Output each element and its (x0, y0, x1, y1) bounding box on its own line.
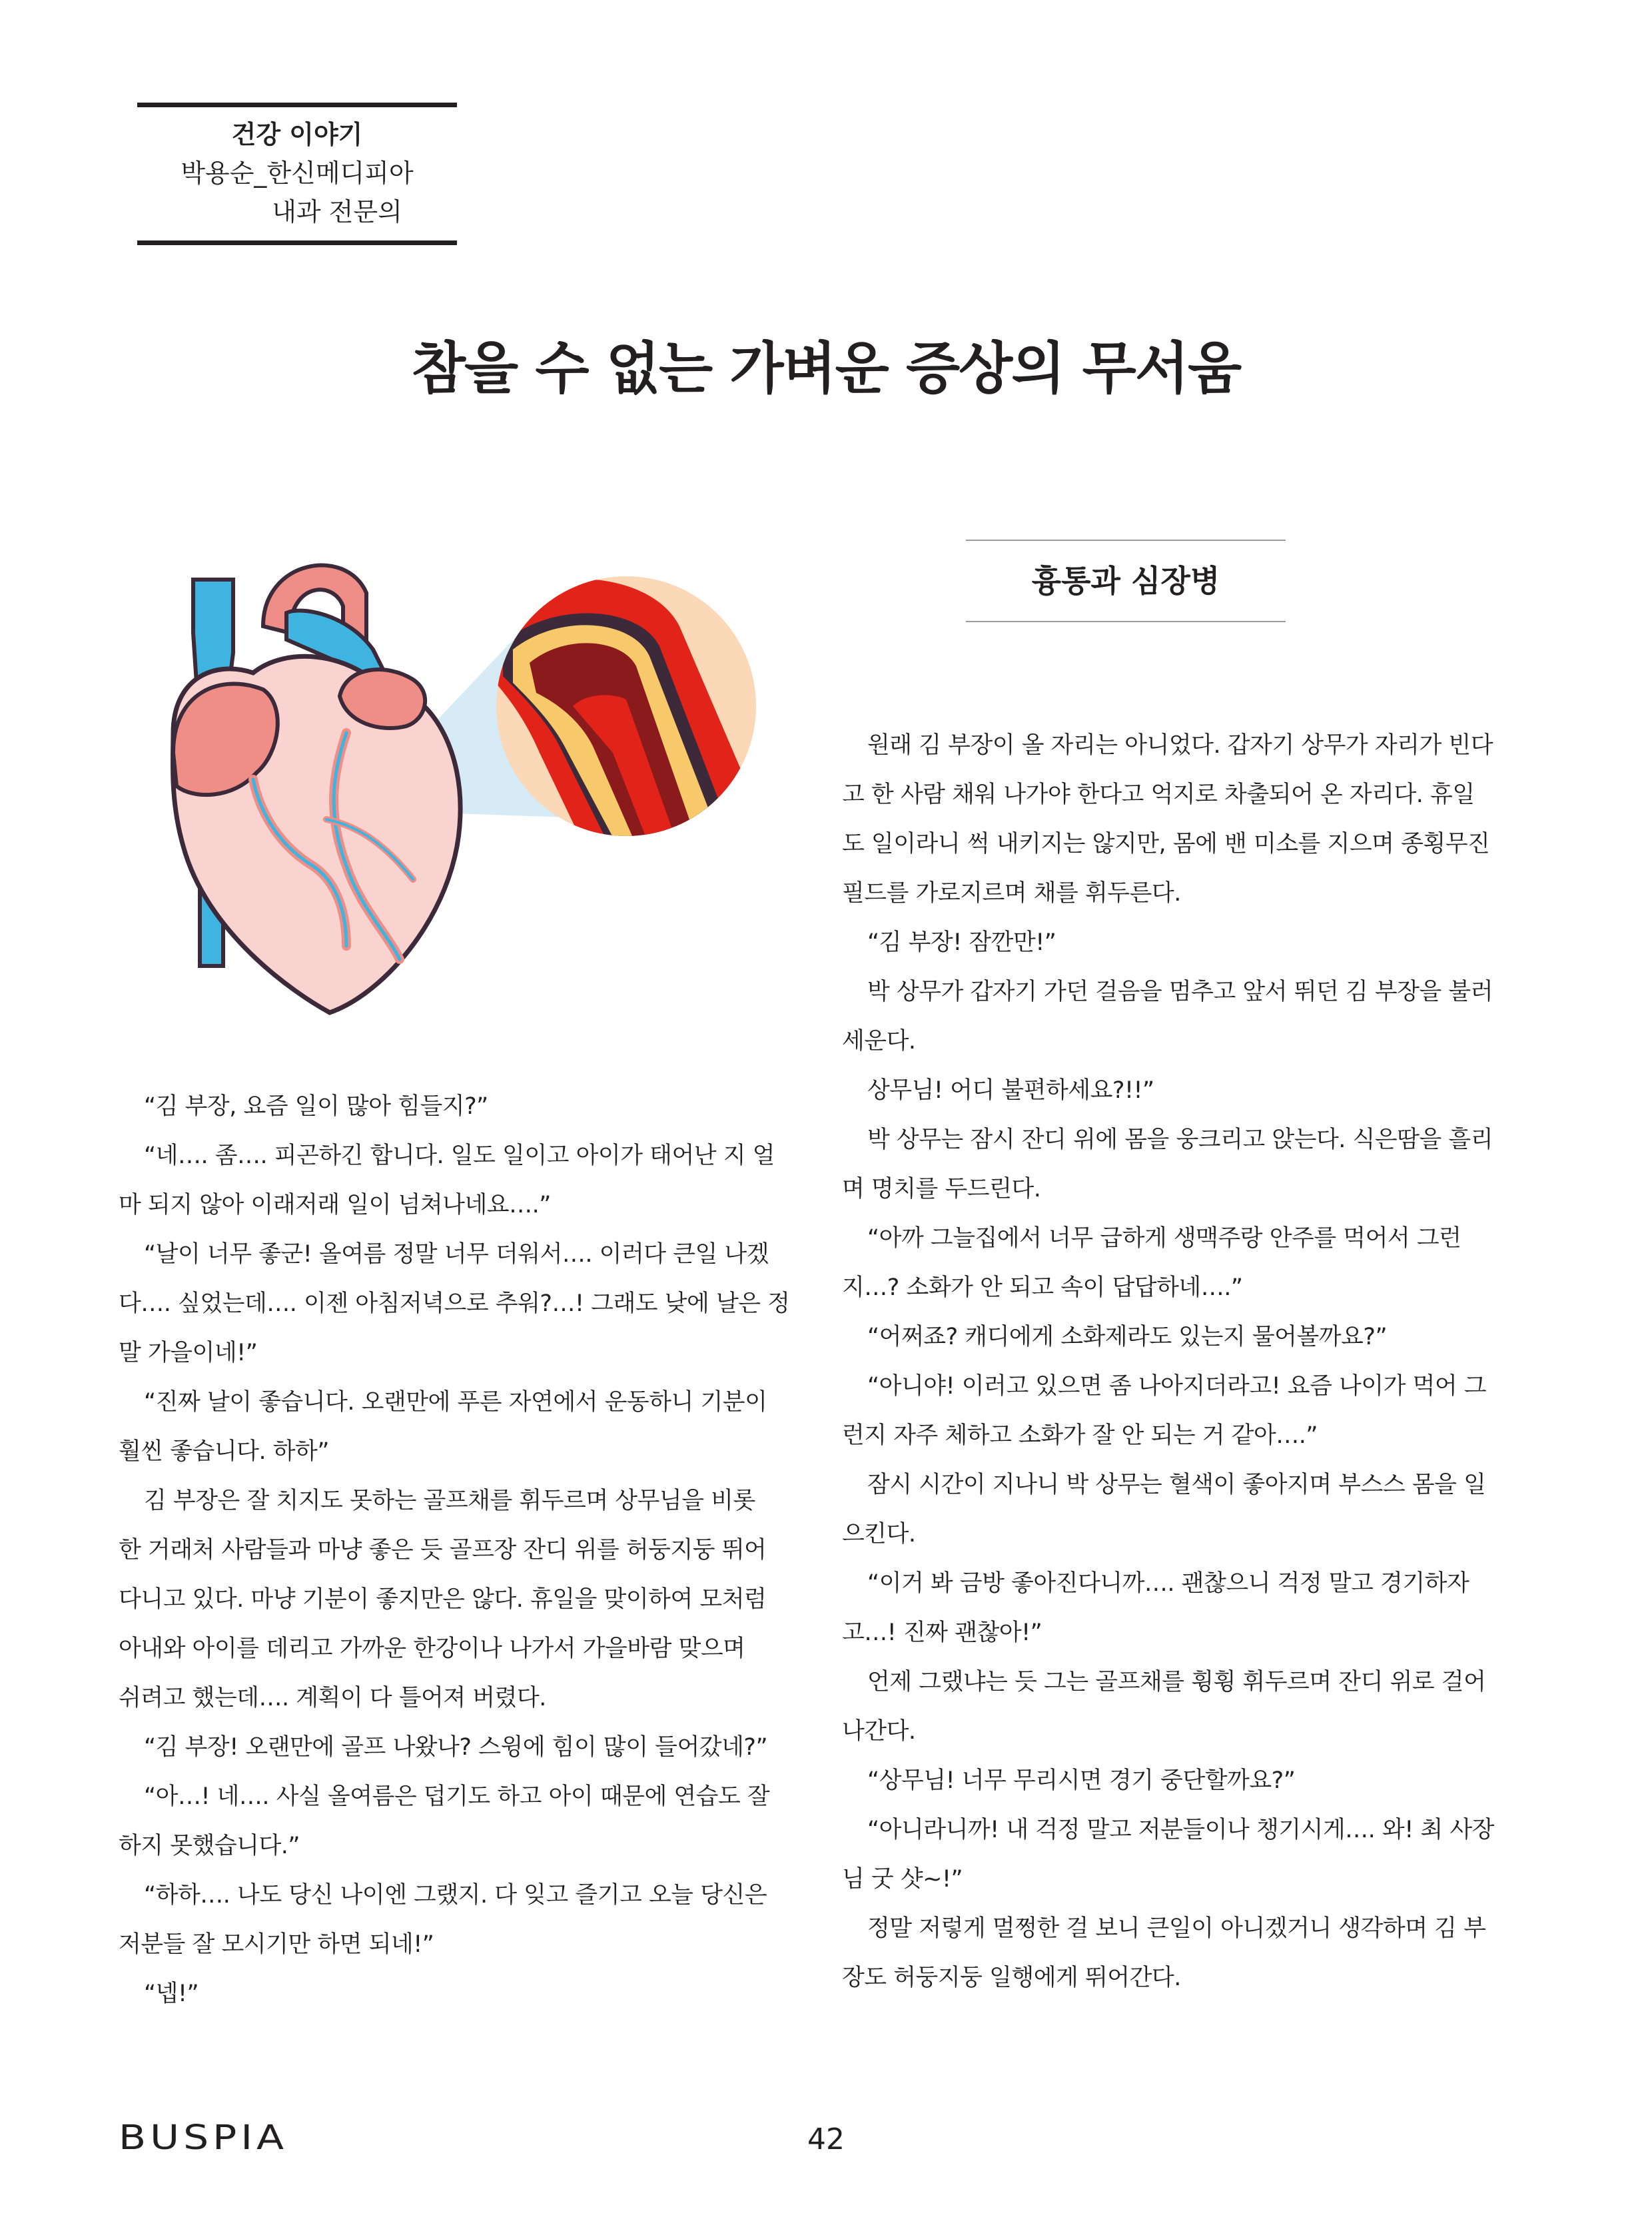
text-line: “김 부장! 오랜만에 골프 나왔나? 스윙에 힘이 많이 들어갔네?” (144, 1734, 768, 1761)
text-line: 잠시 시간이 지나니 박 상무는 혈색이 좋아지며 부스스 몸을 일 (867, 1472, 1486, 1498)
text-line: 훨씬 좋습니다. 하하” (119, 1438, 329, 1465)
text-line: 한 거래처 사람들과 마냥 좋은 듯 골프장 잔디 위를 허둥지둥 뛰어 (119, 1537, 767, 1563)
text-line: 세운다. (842, 1028, 916, 1055)
section-bottom-rule (966, 621, 1286, 622)
text-line: “하하…. 나도 당신 나이엔 그랬지. 다 잊고 즐기고 오늘 당신은 (144, 1882, 767, 1909)
text-line: 고 한 사람 채워 나가야 한다고 억지로 차출되어 온 자리다. 휴일 (842, 781, 1475, 808)
text-line: “이거 봐 금방 좋아진다니까…. 괜찮으니 걱정 말고 경기하자 (867, 1570, 1469, 1597)
text-line: “김 부장, 요즘 일이 많아 힘들지?” (144, 1093, 488, 1120)
text-line: “어쩌죠? 캐디에게 소화제라도 있는지 물어볼까요?” (867, 1324, 1388, 1350)
text-line: 말 가을이네!” (119, 1340, 258, 1366)
heart-artery-illustration (147, 533, 793, 1033)
text-line: 장도 허둥지둥 일행에게 뛰어간다. (842, 1965, 1181, 1991)
text-line: 언제 그랬냐는 듯 그는 골프채를 휭휭 휘두르며 잔디 위로 걸어 (867, 1669, 1486, 1695)
text-line: 고…! 진짜 괜찮아!” (842, 1619, 1042, 1646)
text-line: 지…? 소화가 안 되고 속이 답답하네….” (842, 1274, 1243, 1301)
left-column (119, 1082, 790, 2018)
header-bottom-rule (137, 240, 457, 245)
text-line: 다…. 싶었는데…. 이젠 아침저녁으로 추워?…! 그래도 낮에 날은 정 (119, 1290, 790, 1317)
text-line: 박 상무는 잠시 잔디 위에 몸을 웅크리고 앉는다. 식은땀을 흘리 (867, 1126, 1493, 1153)
text-line: 원래 김 부장이 올 자리는 아니었다. 갑자기 상무가 자리가 빈다 (867, 732, 1493, 759)
text-line: “날이 너무 좋군! 올여름 정말 너무 더워서…. 이러다 큰일 나겠 (144, 1241, 769, 1268)
text-line: “넵!” (144, 1981, 199, 2007)
header-role: 내과 전문의 (272, 197, 402, 226)
text-line: 런지 자주 체하고 소화가 잘 안 되는 거 같아….” (842, 1422, 1318, 1449)
text-line: 님 굿 샷~!” (842, 1866, 963, 1893)
text-line: 김 부장은 잘 치지도 못하는 골프채를 휘두르며 상무님을 비롯 (144, 1488, 755, 1514)
header-category: 건강 이야기 (231, 120, 363, 149)
text-line: 다니고 있다. 마냥 기분이 좋지만은 않다. 휴일을 맞이하여 모처럼 (119, 1586, 767, 1613)
section-title: 흉통과 심장병 (1031, 563, 1220, 599)
magazine-logo: BUSPIA (119, 2118, 288, 2158)
text-line: 도 일이라니 썩 내키지는 않지만, 몸에 밴 미소를 지으며 종횡무진 (842, 831, 1490, 857)
text-line: “아까 그늘집에서 너무 급하게 생맥주랑 안주를 먹어서 그런 (867, 1225, 1461, 1252)
text-line: “네…. 좀…. 피곤하긴 합니다. 일도 일이고 아이가 태어난 지 얼 (144, 1142, 775, 1169)
text-line: 박 상무가 갑자기 가던 걸음을 멈추고 앞서 뛰던 김 부장을 불러 (867, 979, 1493, 1005)
text-line: 나간다. (842, 1718, 916, 1745)
header-text (137, 107, 457, 240)
text-line: 쉬려고 했는데…. 계획이 다 틀어져 버렸다. (119, 1685, 546, 1711)
text-line: 상무님! 어디 불편하세요?!!” (867, 1077, 1154, 1104)
header-box (137, 103, 457, 245)
header-top-rule (137, 103, 457, 107)
text-line: 정말 저렇게 멀쩡한 걸 보니 큰일이 아니겠거니 생각하며 김 부 (867, 1915, 1486, 1942)
text-line: “진짜 날이 좋습니다. 오랜만에 푸른 자연에서 운동하니 기분이 (144, 1389, 767, 1416)
text-line: 필드를 가로지르며 채를 휘두른다. (842, 880, 1181, 907)
text-line: “아…! 네…. 사실 올여름은 덥기도 하고 아이 때문에 연습도 잘 (144, 1783, 770, 1810)
text-line: 마 되지 않아 이래저래 일이 넘쳐나네요….” (119, 1192, 551, 1218)
section-heading (966, 540, 1286, 622)
right-column (842, 721, 1508, 2003)
page-number: 42 (807, 2122, 845, 2156)
text-line: “상무님! 너무 무리시면 경기 중단할까요?” (867, 1767, 1296, 1794)
text-line: 아내와 아이를 데리고 가까운 한강이나 나가서 가을바람 맞으며 (119, 1635, 745, 1662)
text-line: 며 명치를 두드린다. (842, 1176, 1041, 1202)
text-line: “김 부장! 잠깐만!” (867, 929, 1056, 956)
header-author: 박용순_한신메디피아 (181, 159, 414, 188)
text-line: 하지 못했습니다.” (119, 1833, 300, 1859)
article-title: 참을 수 없는 가벼운 증상의 무서움 (411, 336, 1241, 401)
text-line: “아니라니까! 내 걱정 말고 저분들이나 챙기시게…. 와! 최 사장 (867, 1817, 1494, 1843)
text-line: 으킨다. (842, 1521, 916, 1548)
text-line: “아니야! 이러고 있으면 좀 나아지더라고! 요즘 나이가 먹어 그 (867, 1373, 1487, 1400)
text-line: 저분들 잘 모시기만 하면 되네!” (119, 1931, 434, 1958)
